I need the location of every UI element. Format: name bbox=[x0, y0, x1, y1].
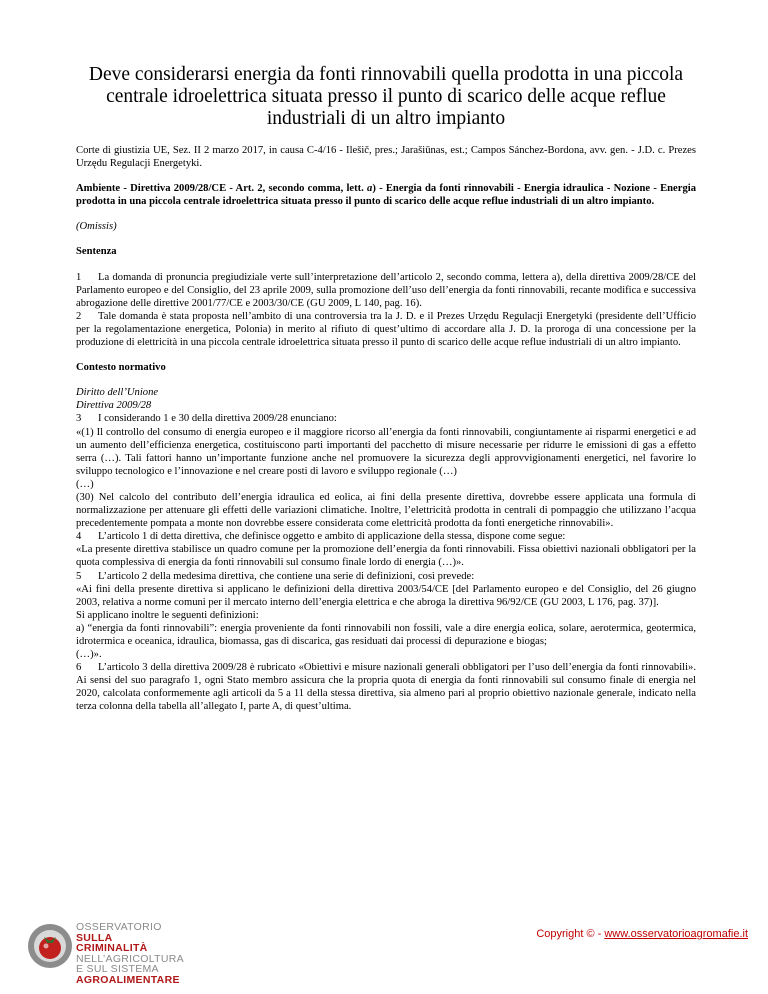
heading-contesto-normativo: Contesto normativo bbox=[76, 362, 166, 374]
quote-article-2-definition-a: a) “energia da fonti rinnovabili”: energia proveniente da fonti rinnovabili non fossili, vale a dire energia eolica, solare, aerotermica, geotermica, idrotermica e oceanica, idraulica, biomassa, gas di discarica, gas residuati dai processi di depurazione e biogas; bbox=[76, 622, 696, 647]
paragraph-2: 2 Tale domanda è stata proposta nell’ambito di una controversia tra la J. D. e il Prezes Urzędu Regulacji Energetyki (presidente dell’Ufficio per la regolamentazione energetica, Polonia) in merito al rifiuto di quest’ultimo di accordare alla J. D. la proroga di una concessione per la produzione di elettricità in una piccola centrale idroelettrica situata presso il punto di scarico delle acque reflue industriali di un altro impianto. bbox=[76, 310, 696, 349]
document-title: Deve considerarsi energia da fonti rinnovabili quella prodotta in una piccola centrale idroelettrica situata presso il punto di scarico delle acque reflue industriali di un altro impianto bbox=[88, 64, 684, 129]
tomato-emblem-icon bbox=[26, 906, 74, 986]
page-footer bbox=[0, 898, 768, 994]
subheading-direttiva: Direttiva 2009/28 bbox=[76, 400, 152, 412]
copyright-text: Copyright © - bbox=[536, 928, 605, 940]
quote-article-2-intro: Si applicano inoltre le seguenti definizioni: bbox=[76, 609, 259, 621]
paragraph-5: 5 L’articolo 2 della medesima direttiva, che contiene una serie di definizioni, così prevede: bbox=[76, 570, 475, 582]
quote-considerando-1: «(1) Il controllo del consumo di energia europeo e il maggiore ricorso all’energia da fonti rinnovabili, congiuntamente ai risparmi energetici e ad un aumento dell’efficienza energetica, costituiscono parti importanti del pacchetto di misure necessarie per ridurre le emissioni di gas a effetto serra (…). Tali fattori hanno un’importante funzione anche nel promuovere la sicurezza degli approvvigionamenti energetici, nel favorire lo sviluppo tecnologico e l’innovazione e nel creare posti di lavoro e sviluppo regionale (…) bbox=[76, 426, 696, 477]
paragraph-3: 3 I considerando 1 e 30 della direttiva 2009/28 enunciano: bbox=[76, 413, 337, 425]
quote-ellipsis: (…) bbox=[76, 478, 94, 490]
logo-text: OSSERVATORIO SULLA CRIMINALITÀ NELL’AGRICOLTURA E SUL SISTEMA AGROALIMENTARE bbox=[76, 921, 184, 986]
copyright-notice bbox=[536, 928, 748, 940]
paragraph-6: 6 L’articolo 3 della direttiva 2009/28 è rubricato «Obiettivi e misure nazionali generali obbligatori per l’uso dell’energia da fonti rinnovabili». Ai sensi del suo paragrafo 1, ogni Stato membro assicura che la propria quota di energia da fonti rinnovabili sul consumo finale di energia nel 2020, calcolata conformemente agli articoli da 5 a 11 della stessa direttiva, sia almeno pari al proprio obiettivo nazionale generale, indicato nella terza colonna della tabella all’allegato I, parte A, di quest’ultima. bbox=[76, 662, 696, 713]
paragraph-1: 1 La domanda di pronuncia pregiudiziale verte sull’interpretazione dell’articolo 2, secondo comma, lettera a), della direttiva 2009/28/CE del Parlamento europeo e del Consiglio, del 23 aprile 2009, sulla promozione dell’uso dell’energia da fonti rinnovabili, recante modifica e successiva abrogazione delle direttive 2001/77/CE e 2003/30/CE (GU 2009, L 140, pag. 16). bbox=[76, 271, 696, 309]
quote-article-2-end: (…)». bbox=[76, 649, 102, 661]
quote-article-1: «La presente direttiva stabilisce un quadro comune per la promozione dell’energia da fonti rinnovabili. Fissa obiettivi nazionali obbligatori per la quota complessiva di energia da fonti rinnovabili sul consumo finale lordo di energia (…)». bbox=[76, 544, 696, 569]
osservatorio-logo bbox=[26, 906, 186, 986]
heading-sentenza: Sentenza bbox=[76, 246, 117, 258]
citation: Corte di giustizia UE, Sez. II 2 marzo 2017, in causa C-4/16 - Ilešič, pres.; Jarašiūnas, est.; Campos Sánchez-Bordona, avv. gen. - J.D. c. Prezes Urzędu Regulacji Energetyki. bbox=[76, 145, 696, 170]
quote-article-2: «Ai fini della presente direttiva si applicano le definizioni della direttiva 2003/54/CE [del Parlamento europeo e del Consiglio, del 26 giugno 2003, relativa a norme comuni per il mercato interno dell’energia elettrica e che abroga la direttiva 96/92/CE (GU 2003, L 176, pag. 37)]. bbox=[76, 583, 696, 608]
document-page bbox=[76, 64, 696, 714]
quote-considerando-30: (30) Nel calcolo del contributo dell’energia idraulica ed eolica, ai fini della presente direttiva, dovrebbe essere applicata una formula di normalizzazione per attenuare gli effetti delle variazioni climatiche. Inoltre, l’elettricità prodotta in centrali di pompaggio che utilizzano l’acqua precedentemente pompata a monte non dovrebbe essere considerata come elettricità prodotta da fonti energetiche rinnovabili». bbox=[76, 491, 696, 530]
keywords: Ambiente - Direttiva 2009/28/CE - Art. 2, secondo comma, lett. a) - Energia da fonti rinnovabili - Energia idraulica - Nozione - Energia prodotta in una piccola centrale idroelettrica situata presso il punto di scarico delle acque reflue industriali di un altro impianto. bbox=[76, 183, 696, 208]
subheading-diritto-unione: Diritto dell’Unione bbox=[76, 387, 159, 399]
website-link[interactable]: www.osservatorioagromafie.it bbox=[604, 928, 748, 940]
paragraph-4: 4 L’articolo 1 di detta direttiva, che definisce oggetto e ambito di applicazione della stessa, dispone come segue: bbox=[76, 531, 566, 543]
omissis: (Omissis) bbox=[76, 221, 117, 233]
